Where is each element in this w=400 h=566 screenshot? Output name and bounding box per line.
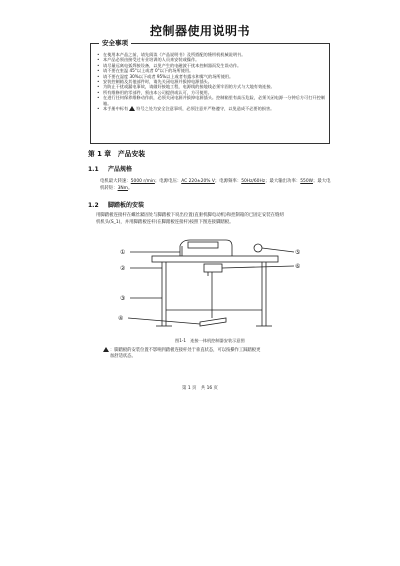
safety-item: • 本产品必须由接受过专业培训的人员来安装或操作。 [97,57,200,63]
frequency-value: 50Hz/60Hz [241,179,266,184]
safety-item: • 安装控制箱及其他部件时，请先关闭电源并拔掉电源插头。 [97,79,212,85]
safety-list [97,52,325,111]
safety-item: • 在进行任何保养维修动作前，必须关闭电源并拔掉电源插头。控制箱里有高压危险，必须关闭电源一分钟后方可打开控制箱。 [97,95,325,106]
callout-label: ⑥ [295,263,301,270]
warning-triangle-icon [129,106,135,111]
safety-item: • 请尽量远离电弧焊接设备，以免产生的电磁波干扰本控制器而发生误动作。 [97,62,242,68]
safety-item: • 为防止干扰或漏电事故，请做好接地工程，电源线的接地线必须牢固的方式与大地有效连接。 [97,84,275,90]
callout-label: ① [120,249,126,256]
callout-label: ⑤ [295,249,301,256]
safety-item: • 本手册中标有 符号之处为安全注意事项，必须注意并严格遵守，以免造成不必要的损害。 [97,106,275,112]
installation-diagram-svg [108,238,308,334]
max-speed-value: 5000 r/min [130,179,155,184]
safety-item: • 请不要在室温 45°以上或者 0°以下的场所使用。 [97,68,194,74]
section-heading-specs: 1.1 产品规格 [88,166,133,173]
figure-note: ：脚踏板的安装位置不影响到踏板连接杆处于垂直状态，可以按操作工踩踏板更 加舒适状态。 [102,347,324,360]
section-heading-pedal: 1.2 脚踏板的安装 [88,202,145,209]
safety-item: • 请不要在湿度 30%以下或者 95%以上或者有露水和雾气的场所使用。 [97,73,234,79]
chapter-title: 第 1 章 产品安装 [88,150,146,158]
safety-notice-box [90,39,330,144]
callout-label: ② [120,265,126,272]
safety-item: • 在使用本产品之前，请先阅读《产品说明书》及所搭配的缝纫机机械说明书。 [97,52,246,57]
page-footer: 第 1 页 共 16 页 [182,386,218,391]
pedal-paragraph: 用脚踏板连接杆在螺丝紧固处与脚踏板下说出位置(直驱机脚电动机)和控制箱的已固定安装在缝纫 机机头(S_1)，并用脚踏板连杆(在脚踏板连接杆)按照下图连接脚踏板。 [96,213,284,225]
safety-heading: 安全事项 [99,38,131,48]
installation-diagram [108,238,308,334]
callout-label: ④ [118,315,124,322]
document-title: 控制器使用说明书 [149,24,250,38]
safety-item: • 所有维修用的零部件，须由本公司提供或认可，方可使用。 [97,89,212,95]
callout-label: ③ [120,295,126,302]
voltage-value: AC 220±20% V [181,179,215,184]
spec-paragraph: 电机最大转速：5000 r/min；电源电压：AC 220±20% V；电源频率：50Hz/60Hz；最大输出功率：550W；最大电机转矩：3Nm。 [100,179,331,191]
figure-caption: 图1-1 连接一体机控制器安装示意图 [175,338,245,343]
warning-triangle-icon [103,347,109,352]
output-power-value: 550W [300,179,313,184]
max-torque-value: 3Nm [117,186,128,191]
